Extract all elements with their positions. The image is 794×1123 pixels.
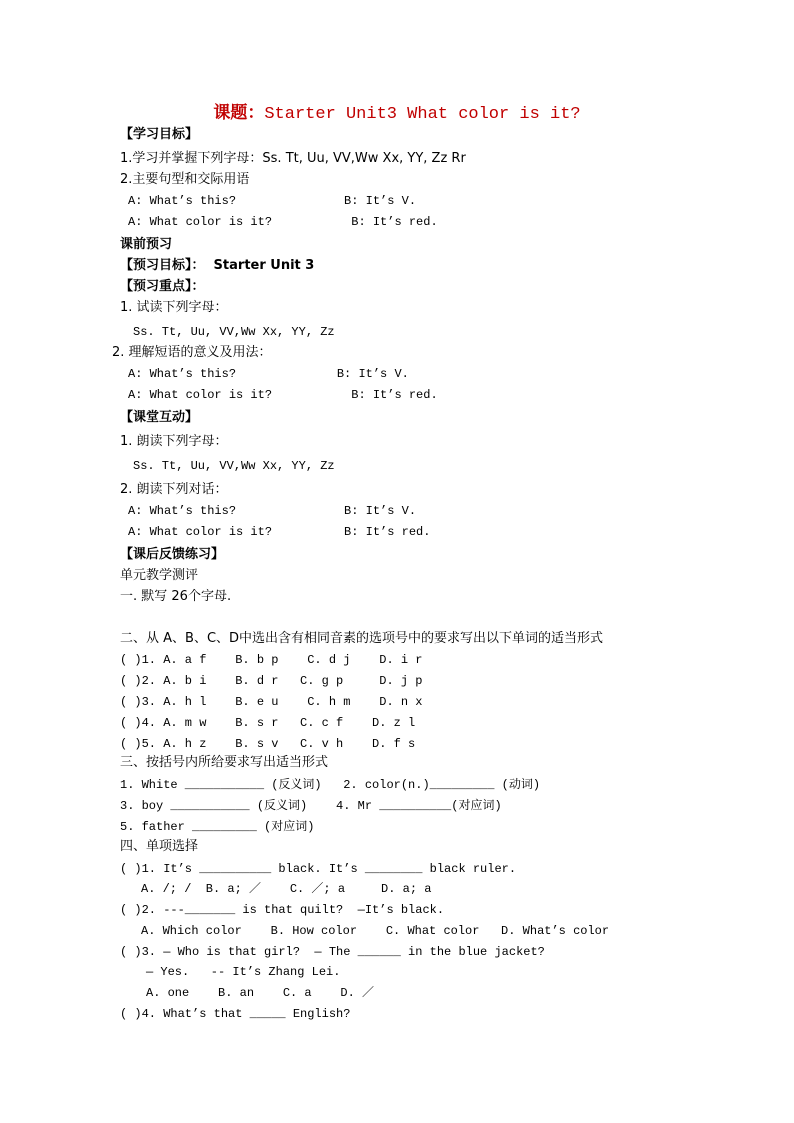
line-sec3-2: 3. boy ___________ (反义词) 4. Mr __________(对应词) <box>120 799 502 813</box>
line-sec2-1: ( )1. A. a f B. b p C. d j D. i r <box>120 653 423 667</box>
line-pre-key: 【预习重点】： <box>120 279 205 294</box>
line-pre-1a: Ss. Tt, Uu, VV,Ww Xx, YY, Zz <box>133 325 335 339</box>
line-pre-2a: A: What’s this? B: It’s V. <box>128 367 409 381</box>
line-h-pre: 课前预习 <box>120 237 173 252</box>
line-class-1a: Ss. Tt, Uu, VV,Ww Xx, YY, Zz <box>133 459 335 473</box>
line-sec2-3: ( )3. A. h l B. e u C. h m D. n x <box>120 695 423 709</box>
line-class-1: 1. 朗读下列字母： <box>120 434 228 449</box>
title-text: Starter Unit3 What color is it? <box>264 105 581 124</box>
line-class-2: 2. 朗读下列对话： <box>120 482 228 497</box>
line-pre-2: 2. 理解短语的意义及用法： <box>112 345 272 360</box>
line-sec3: 三、按括号内所给要求写出适当形式 <box>120 755 329 770</box>
line-h-class: 【课堂互动】 <box>120 410 199 425</box>
line-goal-1: 1.学习并掌握下列字母：Ss. Tt, Uu, VV,Ww Xx, YY, Zz Rr <box>120 151 466 166</box>
line-sec4-3: ( )3. — Who is that girl? — The ______ in the blue jacket? <box>120 945 545 959</box>
line-sec4-2: ( )2. ---_______ is that quilt? —It’s black. <box>120 903 445 917</box>
line-sec4-2o: A. Which color B. How color C. What color D. What’s color <box>141 924 610 938</box>
line-sec3-3: 5. father _________ (对应词) <box>120 820 315 834</box>
line-goal-2b: A: What color is it? B: It’s red. <box>128 215 438 229</box>
line-sec2-5: ( )5. A. h z B. s v C. v h D. f s <box>120 737 416 751</box>
line-after-1: 单元教学测评 <box>120 568 199 583</box>
line-sec2: 二、从 A、B、C、D中选出含有相同音素的选项号中的要求写出以下单词的适当形式 <box>120 631 604 646</box>
line-pre-2b: A: What color is it? B: It’s red. <box>128 388 438 402</box>
line-pre-goal: 【预习目标】： Starter Unit 3 <box>120 258 315 273</box>
line-goal-2a: A: What’s this? B: It’s V. <box>128 194 417 208</box>
line-sec4-3o: A. one B. an C. a D. ／ <box>146 986 375 1000</box>
line-sec3-1: 1. White ___________ (反义词) 2. color(n.)_________ (动词) <box>120 778 541 792</box>
line-after-2: 一. 默写 26个字母. <box>120 589 232 604</box>
line-goal-2: 2.主要句型和交际用语 <box>120 172 250 187</box>
line-pre-1: 1. 试读下列字母： <box>120 300 228 315</box>
line-sec4-3b: — Yes. -- It’s Zhang Lei. <box>146 965 341 979</box>
line-sec2-4: ( )4. A. m w B. s r C. c f D. z l <box>120 716 416 730</box>
line-sec4: 四、单项选择 <box>120 839 199 854</box>
line-sec4-1: ( )1. It’s __________ black. It’s ________ black ruler. <box>120 862 517 876</box>
line-class-2a: A: What’s this? B: It’s V. <box>128 504 417 518</box>
page-title <box>0 98 794 124</box>
line-sec4-4: ( )4. What’s that _____ English? <box>120 1007 351 1021</box>
title-label: 课题： <box>213 103 265 123</box>
line-h-after: 【课后反馈练习】 <box>120 547 225 562</box>
line-sec2-2: ( )2. A. b i B. d r C. g p D. j p <box>120 674 423 688</box>
line-h-goal: 【学习目标】 <box>120 127 199 142</box>
line-class-2b: A: What color is it? B: It’s red. <box>128 525 431 539</box>
line-sec4-1o: A. /; / B. a; ／ C. ／; a D. a; a <box>141 882 432 896</box>
